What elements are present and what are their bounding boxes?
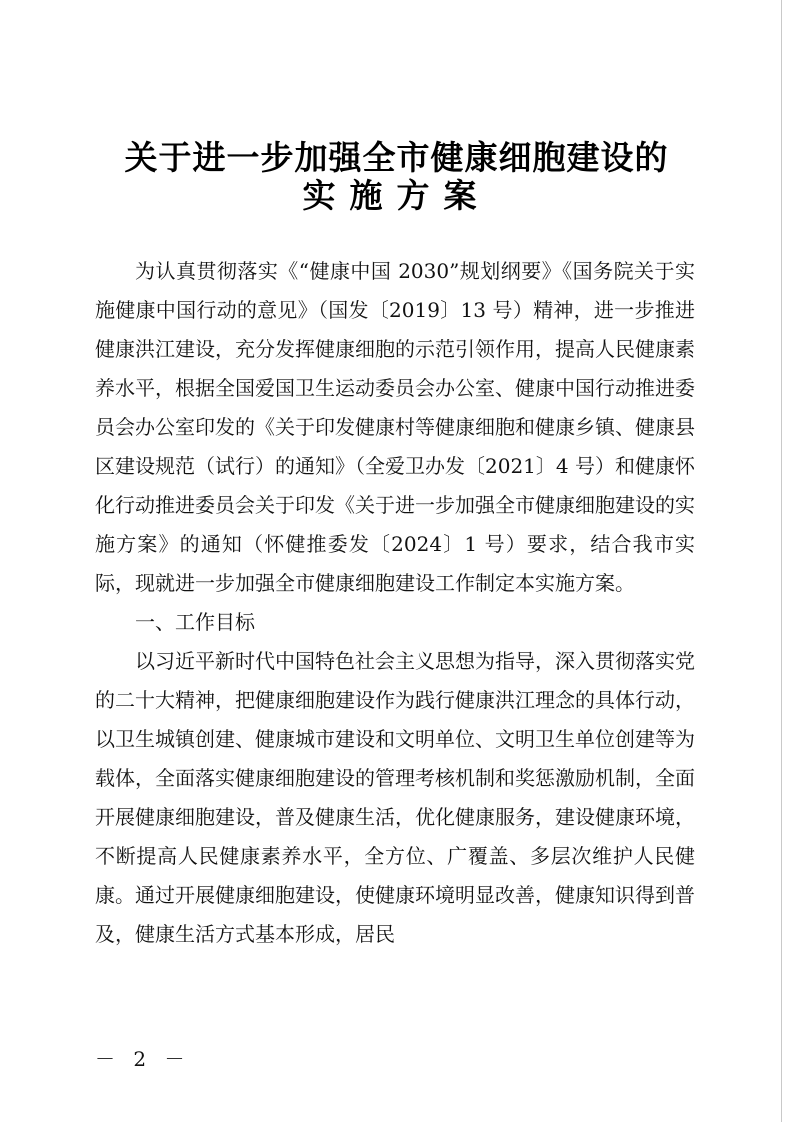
page-number: － 2 － (95, 1047, 191, 1071)
section-heading-work-goals: 一、工作目标 (135, 610, 255, 634)
document-title-line-1: 关于进一步加强全市健康细胞建设的 (124, 138, 669, 177)
document-title-line-2: 实施方案 (302, 176, 491, 215)
paragraph-intro: 为认真贯彻落实《“健康中国 2030”规划纲要》《国务院关于实施健康中国行动的意见》（国发〔2019〕13 号）精神，进一步推进健康洪江建设，充分发挥健康细胞的示范引领作用，提高人民健康素养水平，根据全国爱国卫生运动委员会办公室、健康中国行动推进委员会办公室印发的《关于印发健康村等健康细胞和健康乡镇、健康县区建设规范（试行）的通知》（全爱卫办发〔2021〕4 号）和健康怀化行动推进委员会关于印发《关于进一步加强全市健康细胞建设的实施方案》的通知（怀健推委发〔2024〕1 号）要求，结合我市实际，现就进一步加强全市健康细胞建设工作制定本实施方案。 (95, 259, 695, 595)
paragraph-work-goals: 以习近平新时代中国特色社会主义思想为指导，深入贯彻落实党的二十大精神，把健康细胞建设作为践行健康洪江理念的具体行动，以卫生城镇创建、健康城市建设和文明单位、文明卫生单位创建等为载体，全面落实健康细胞建设的管理考核机制和奖惩激励机制，全面开展健康细胞建设，普及健康生活，优化健康服务，建设健康环境，不断提高人民健康素养水平，全方位、广覆盖、多层次维护人民健康。通过开展健康细胞建设，使健康环境明显改善，健康知识得到普及，健康生活方式基本形成，居民 (95, 649, 695, 946)
document-body (95, 252, 695, 954)
